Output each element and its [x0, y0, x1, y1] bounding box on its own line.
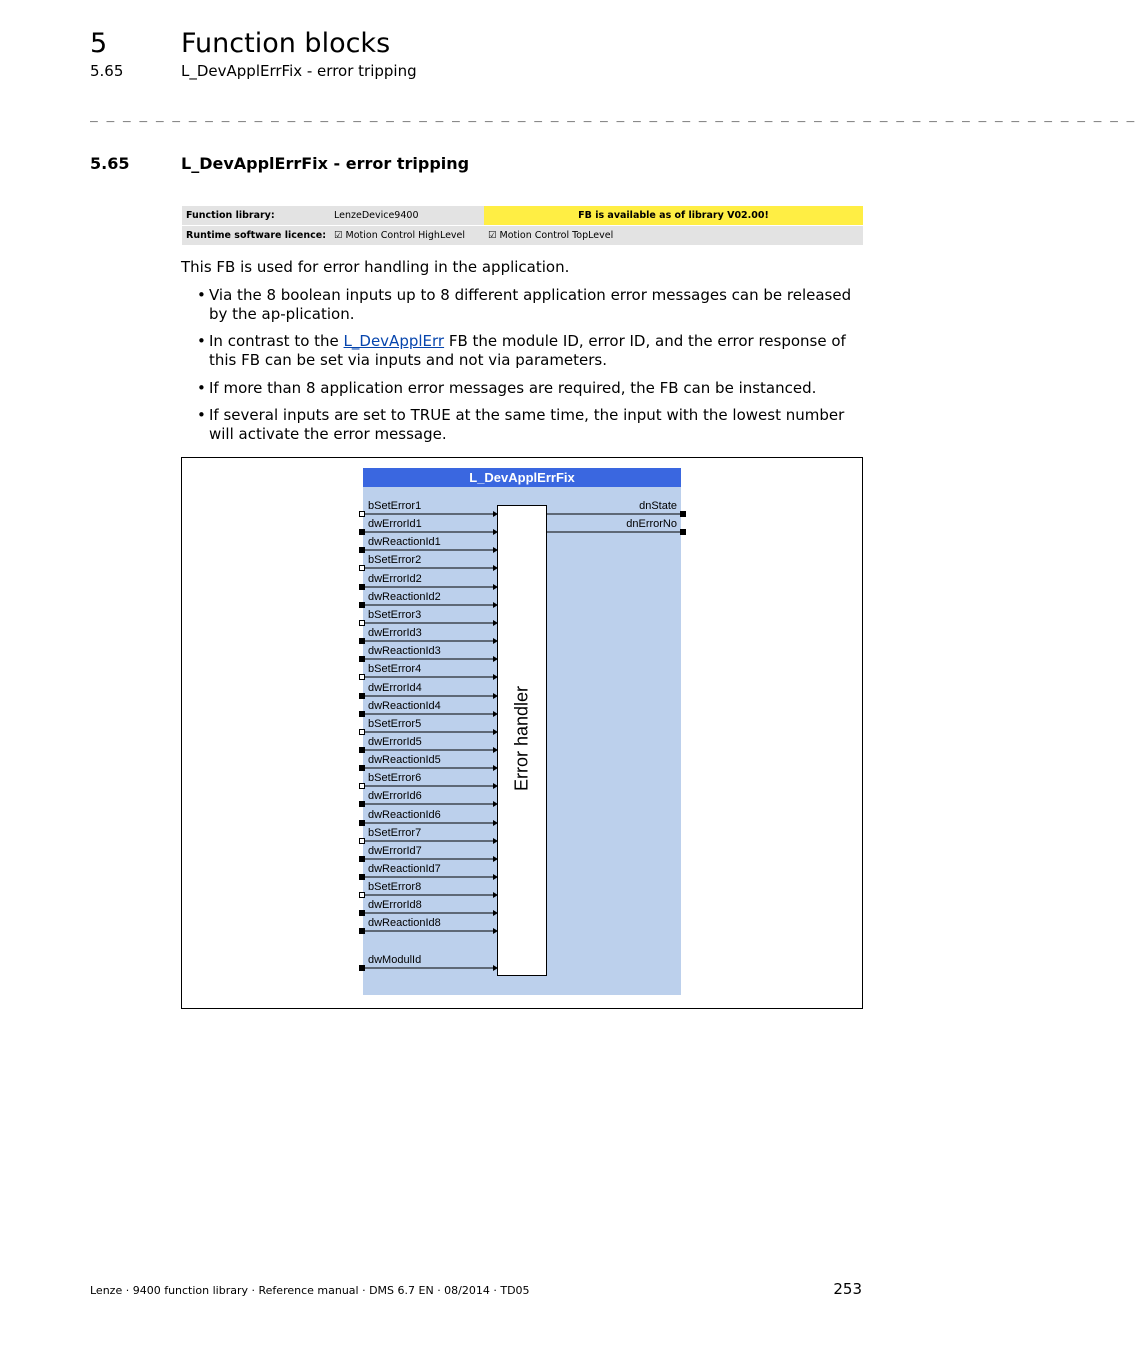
- availability-note: FB is available as of library V02.00!: [484, 206, 863, 226]
- input-arrowhead: [493, 892, 498, 898]
- output-pin-label: dnErrorNo: [626, 518, 677, 530]
- bullet-text-before: In contrast to the: [209, 332, 344, 350]
- bool-input-connector: [360, 730, 365, 735]
- input-arrowhead: [493, 565, 498, 571]
- input-pin-label: bSetError5: [368, 718, 422, 730]
- input-pin-label: bSetError1: [368, 500, 422, 512]
- input-pin-label: dwReactionId7: [368, 863, 441, 875]
- input-pin-label: dwReactionId5: [368, 754, 441, 766]
- input-pin-label: dwErrorId6: [368, 790, 422, 802]
- input-arrowhead: [493, 910, 498, 916]
- bullet-dot: •: [197, 406, 206, 424]
- input-pin-label: dwReactionId8: [368, 917, 441, 929]
- input-arrowhead: [493, 801, 498, 807]
- input-connector: [359, 584, 365, 590]
- input-pin-label: bSetError3: [368, 609, 422, 621]
- section-heading: L_DevApplErrFix - error tripping: [181, 154, 470, 173]
- output-connector: [680, 511, 686, 517]
- input-connector: [359, 874, 365, 880]
- input-arrowhead: [493, 838, 498, 844]
- input-pin-label: dwReactionId4: [368, 700, 441, 712]
- input-pin-label: bSetError6: [368, 772, 422, 784]
- input-connector: [359, 965, 365, 971]
- output-connector: [680, 529, 686, 535]
- input-connector: [359, 820, 365, 826]
- input-pin-label: dwErrorId2: [368, 573, 422, 585]
- input-pin-label: dwErrorId7: [368, 845, 422, 857]
- bullet-dot: •: [197, 379, 206, 397]
- input-pin-label: bSetError8: [368, 881, 422, 893]
- input-connector: [359, 602, 365, 608]
- bool-input-connector: [360, 512, 365, 517]
- input-arrowhead: [493, 693, 498, 699]
- bullet-dot: •: [197, 332, 206, 350]
- input-pin-label: bSetError2: [368, 554, 422, 566]
- input-pin-label: dwErrorId4: [368, 682, 422, 694]
- page-number: 253: [833, 1280, 862, 1298]
- input-arrowhead: [493, 511, 498, 517]
- input-connector: [359, 801, 365, 807]
- input-pin-label: dwErrorId3: [368, 627, 422, 639]
- bullet-text: If more than 8 application error messages are required, the FB can be instanced.: [209, 379, 817, 397]
- input-connector: [359, 638, 365, 644]
- input-pin-label: dwReactionId6: [368, 809, 441, 821]
- input-arrowhead: [493, 638, 498, 644]
- bool-input-connector: [360, 621, 365, 626]
- library-value: LenzeDevice9400: [330, 206, 484, 226]
- input-connector: [359, 547, 365, 553]
- input-pin-label: dwReactionId1: [368, 536, 441, 548]
- running-section-title: L_DevApplErrFix - error tripping: [181, 62, 417, 80]
- bool-input-connector: [360, 784, 365, 789]
- running-section-number: 5.65: [90, 62, 124, 80]
- input-arrowhead: [493, 656, 498, 662]
- input-pin-label: bSetError4: [368, 663, 422, 675]
- input-arrowhead: [493, 856, 498, 862]
- input-arrowhead: [493, 547, 498, 553]
- input-arrowhead: [493, 674, 498, 680]
- input-pin-label: dwReactionId2: [368, 591, 441, 603]
- input-arrowhead: [493, 620, 498, 626]
- input-connector: [359, 928, 365, 934]
- input-arrowhead: [493, 783, 498, 789]
- input-pin-label: dwErrorId5: [368, 736, 422, 748]
- input-connector: [359, 910, 365, 916]
- bool-input-connector: [360, 839, 365, 844]
- header-divider: _ _ _ _ _ _ _ _ _ _ _ _ _ _ _ _ _ _ _ _ _ _ _ _ _ _ _ _ _ _ _ _ _ _ _ _ _ _ _ _ _ _ _ _ _ _ _ _ _ _ _ _ _ _ _ _ _ _ _ _ _ _ _ _: [90, 108, 1135, 123]
- input-connector: [359, 711, 365, 717]
- function-block-title: L_DevApplErrFix: [363, 468, 681, 487]
- bullet-text: If several inputs are set to TRUE at the same time, the input with the lowest number will activate the error message.: [209, 406, 845, 443]
- input-pin-label: dwErrorId8: [368, 899, 422, 911]
- footer-text: Lenze · 9400 function library · Reference manual · DMS 6.7 EN · 08/2014 · TD05: [90, 1284, 530, 1297]
- input-connector: [359, 693, 365, 699]
- intro-paragraph: This FB is used for error handling in the application.: [181, 258, 570, 276]
- input-arrowhead: [493, 874, 498, 880]
- chapter-number: 5: [90, 28, 108, 59]
- input-pin-label: dwReactionId3: [368, 645, 441, 657]
- bullet-text: Via the 8 boolean inputs up to 8 different application error messages can be released by the ap-plication.: [209, 286, 852, 323]
- licence-label: Runtime software licence:: [182, 226, 330, 246]
- input-connector: [359, 765, 365, 771]
- input-arrowhead: [493, 965, 498, 971]
- bool-input-connector: [360, 566, 365, 571]
- input-arrowhead: [493, 928, 498, 934]
- output-pin-label: dnState: [639, 500, 677, 512]
- licence-highlevel: ☑ Motion Control HighLevel: [330, 226, 484, 246]
- error-handler-label: Error handler: [511, 685, 532, 792]
- bool-input-connector: [360, 675, 365, 680]
- input-connector: [359, 747, 365, 753]
- input-pin-label: dwErrorId1: [368, 518, 422, 530]
- input-arrowhead: [493, 765, 498, 771]
- input-arrowhead: [493, 820, 498, 826]
- input-connector: [359, 656, 365, 662]
- input-pin-label: bSetError7: [368, 827, 422, 839]
- bool-input-connector: [360, 893, 365, 898]
- section-number: 5.65: [90, 154, 130, 173]
- input-connector: [359, 529, 365, 535]
- bullet-text-after: FB the module ID, error ID, and the error response of this FB can be set via inputs and not via parameters.: [209, 332, 846, 369]
- input-arrowhead: [493, 729, 498, 735]
- input-arrowhead: [493, 602, 498, 608]
- licence-toplevel: ☑ Motion Control TopLevel: [484, 226, 863, 246]
- input-arrowhead: [493, 711, 498, 717]
- bullet-dot: •: [197, 286, 206, 304]
- input-connector: [359, 856, 365, 862]
- input-arrowhead: [493, 747, 498, 753]
- input-arrowhead: [493, 529, 498, 535]
- chapter-title: Function blocks: [181, 28, 391, 59]
- input-pin-label: dwModulId: [368, 954, 422, 966]
- library-label: Function library:: [182, 206, 330, 226]
- l-devapplerr-link[interactable]: L_DevApplErr: [343, 332, 445, 350]
- input-arrowhead: [493, 584, 498, 590]
